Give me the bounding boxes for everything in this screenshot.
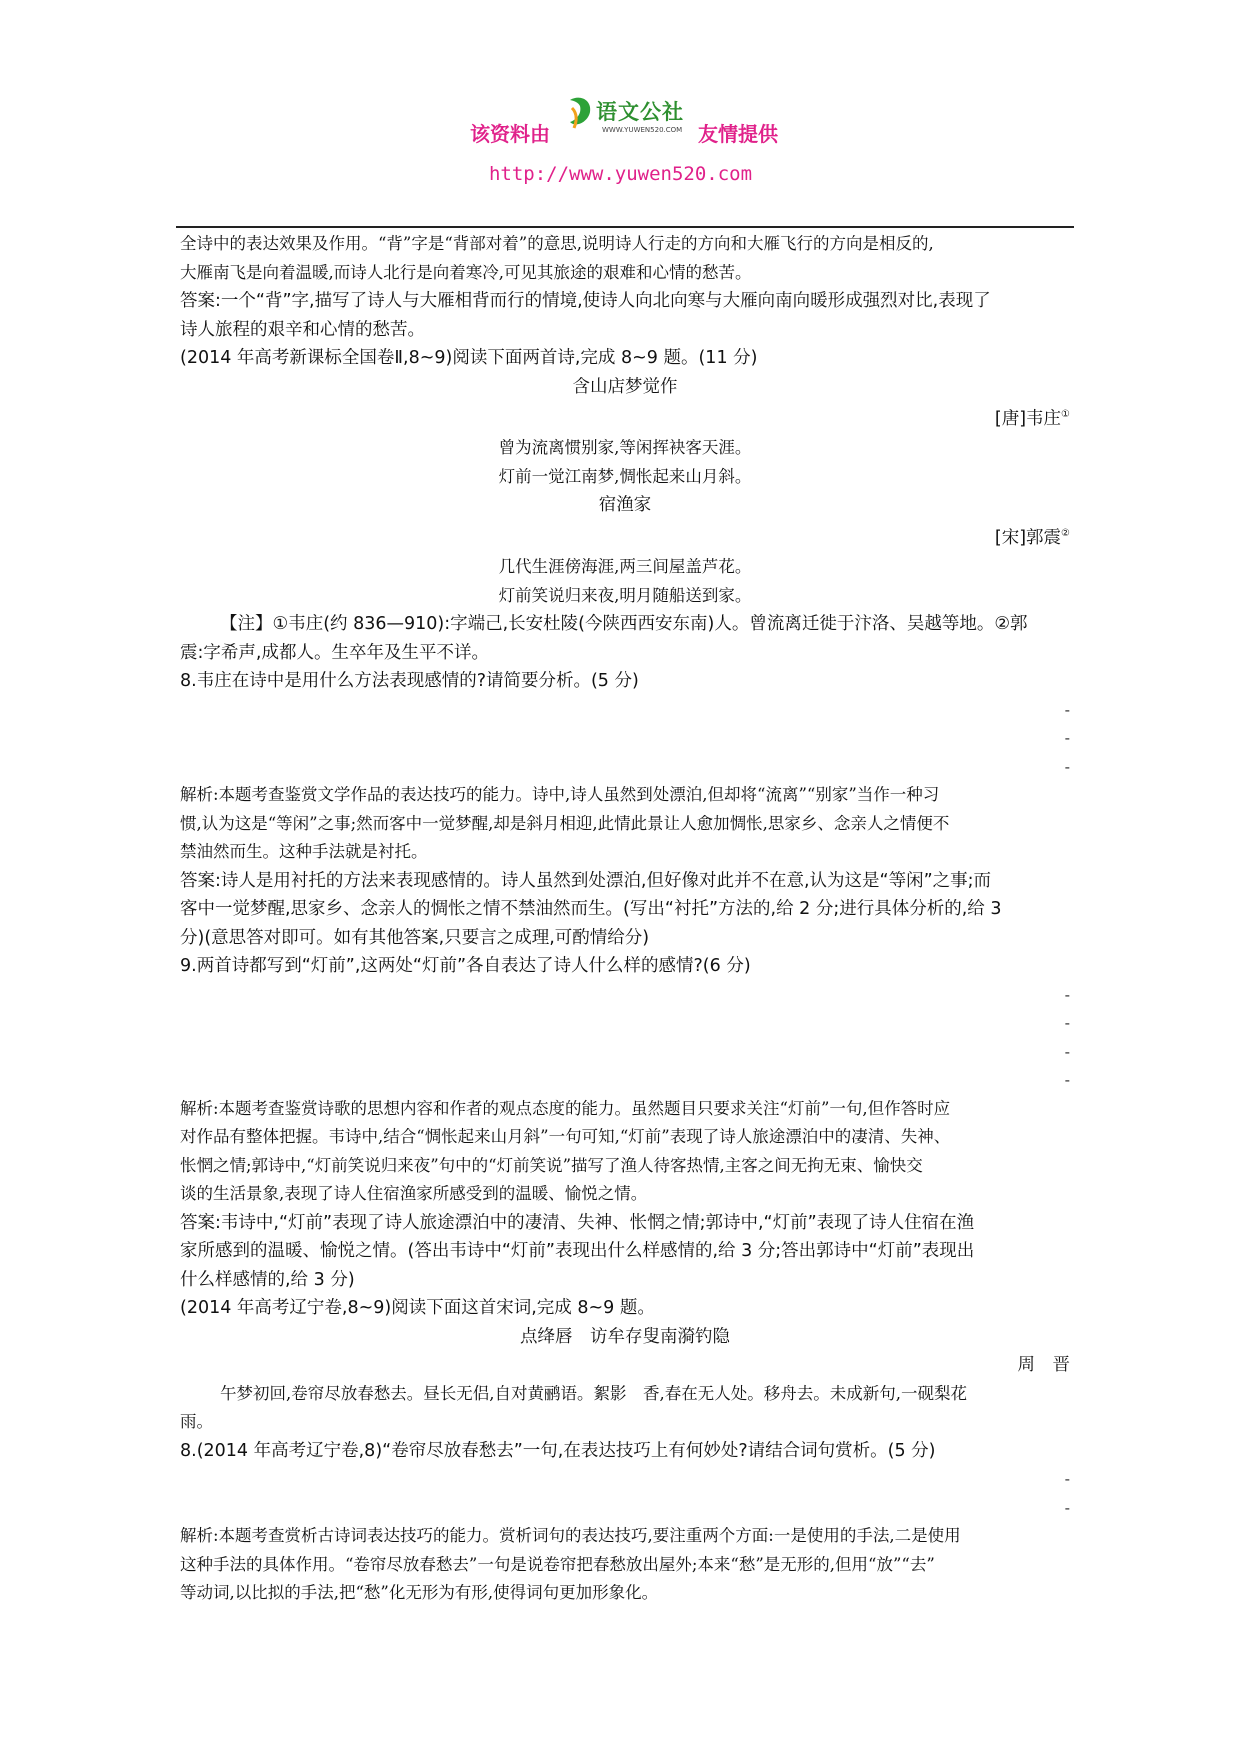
poem-line: 几代生涯傍海涯,两三间屋盖芦花。 xyxy=(498,557,752,577)
section-intro: (2014 年高考辽宁卷,8~9)阅读下面这首宋词,完成 8~9 题。 xyxy=(180,1298,655,1319)
header xyxy=(0,88,1241,148)
document-body xyxy=(180,230,1070,1608)
ci-text: 雨。 xyxy=(180,1412,213,1432)
analysis-line: 禁油然而生。这种手法就是衬托。 xyxy=(180,842,428,862)
provided-by-suffix: 友情提供 xyxy=(698,122,778,146)
poem-title: 含山店梦觉作 xyxy=(572,376,678,397)
ci-text: 午梦初回,卷帘尽放春愁去。昼长无侣,自对黄鹂语。絮影 香,春在无人处。移舟去。未成新句,一砚梨花 xyxy=(220,1383,967,1403)
footnote: 【注】①韦庄(约 836—910):字端己,长安杜陵(今陕西西安东南)人。曾流离迁徙于汴洛、吴越等地。②郭 xyxy=(220,614,1028,635)
analysis-line: 解析:本题考查鉴赏诗歌的思想内容和作者的观点态度的能力。虽然题目只要求关注“灯前”一句,但作答时应 xyxy=(180,1098,951,1118)
analysis-line: 惯,认为这是“等闲”之事;然而客中一觉梦醒,却是斜月相迎,此情此景让人愈加惆怅,思家乡、念亲人之情便不 xyxy=(180,813,950,833)
answer-line: 客中一觉梦醒,思家乡、念亲人的惆怅之情不禁油然而生。(写出“衬托”方法的,给 2 分;进行具体分析的,给 3 xyxy=(180,899,1002,920)
analysis-line: 这种手法的具体作用。“卷帘尽放春愁去”一句是说卷帘把春愁放出屋外;本来“愁”是无形的,但用“放”“去” xyxy=(180,1554,935,1574)
analysis-line: 全诗中的表达效果及作用。“背”字是“背部对着”的意思,说明诗人行走的方向和大雁飞行的方向是相反的, xyxy=(180,234,934,253)
answer-line: 分)(意思答对即可。如有其他答案,只要言之成理,可酌情给分) xyxy=(180,927,650,948)
ci-title: 点绛唇 访牟存叟南漪钓隐 xyxy=(520,1326,730,1347)
poem-title: 宿渔家 xyxy=(598,495,652,516)
ci-author: 周 晋 xyxy=(1017,1355,1070,1376)
logo-url: WWW.YUWEN520.COM xyxy=(602,126,683,134)
answer-line: 答案:韦诗中,“灯前”表现了诗人旅途漂泊中的凄清、失神、怅惘之情;郭诗中,“灯前”表现了诗人住宿在渔 xyxy=(180,1212,975,1233)
section-intro: (2014 年高考新课标全国卷Ⅱ,8~9)阅读下面两首诗,完成 8~9 题。(11 分) xyxy=(180,348,758,368)
question-9: 9.两首诗都写到“灯前”,这两处“灯前”各自表达了诗人什么样的感情?(6 分) xyxy=(180,956,751,977)
poem-author: [唐]韦庄① xyxy=(994,408,1070,429)
poem-line: 灯前一觉江南梦,惆怅起来山月斜。 xyxy=(498,467,752,487)
analysis-line: 解析:本题考查赏析古诗词表达技巧的能力。赏析词句的表达技巧,要注重两个方面:一是使用的手法,二是使用 xyxy=(180,1526,961,1546)
answer-blank: - - - xyxy=(1064,700,1070,776)
question-8: 8.韦庄在诗中是用什么方法表现感情的?请简要分析。(5 分) xyxy=(180,671,639,692)
analysis-line: 等动词,以比拟的手法,把“愁”化无形为有形,使得词句更加形象化。 xyxy=(180,1583,659,1603)
analysis-line: 谈的生活景象,表现了诗人住宿渔家所感受到的温暖、愉悦之情。 xyxy=(180,1184,648,1204)
yuwen-logo xyxy=(566,92,690,146)
answer-line: 诗人旅程的艰辛和心情的愁苦。 xyxy=(180,319,425,340)
poem-line: 灯前笑说归来夜,明月随船送到家。 xyxy=(498,586,752,606)
leaf-logo-icon xyxy=(566,94,596,134)
poem-line: 曾为流离惯别家,等闲挥袂客天涯。 xyxy=(498,438,752,458)
header-divider xyxy=(176,226,1074,228)
provided-by-prefix: 该资料由 xyxy=(470,122,550,146)
analysis-line: 对作品有整体把握。韦诗中,结合“惆怅起来山月斜”一句可知,“灯前”表现了诗人旅途漂泊中的凄清、失神、 xyxy=(180,1127,951,1147)
logo-text: 语文公社 xyxy=(596,100,684,124)
footnote: 震:字希声,成都人。生卒年及生平不详。 xyxy=(180,642,489,663)
analysis-line: 解析:本题考查鉴赏文学作品的表达技巧的能力。诗中,诗人虽然到处漂泊,但却将“流离”“别家”当作一种习 xyxy=(180,785,940,805)
analysis-line: 怅惘之情;郭诗中,“灯前笑说归来夜”句中的“灯前笑说”描写了渔人待客热情,主客之间无拘无束、愉快交 xyxy=(180,1155,923,1175)
answer-line: 家所感到的温暖、愉悦之情。(答出韦诗中“灯前”表现出什么样感情的,给 3 分;答出郭诗中“灯前”表现出 xyxy=(180,1241,975,1262)
question-8b: 8.(2014 年高考辽宁卷,8)“卷帘尽放春愁去”一句,在表达技巧上有何妙处?请结合词句赏析。(5 分) xyxy=(180,1440,936,1461)
answer-blank: - - xyxy=(1064,1470,1070,1517)
answer-line: 答案:诗人是用衬托的方法来表现感情的。诗人虽然到处漂泊,但好像对此并不在意,认为这是“等闲”之事;而 xyxy=(180,870,992,891)
site-url-link[interactable]: http://www.yuwen520.com xyxy=(488,163,753,185)
answer-line: 什么样感情的,给 3 分) xyxy=(180,1269,355,1290)
answer-blank: - - - - xyxy=(1064,985,1070,1090)
poem-author: [宋]郭震② xyxy=(994,527,1070,548)
analysis-line: 大雁南飞是向着温暖,而诗人北行是向着寒冷,可见其旅途的艰难和心情的愁苦。 xyxy=(180,262,752,282)
answer-line: 答案:一个“背”字,描写了诗人与大雁相背而行的情境,使诗人向北向寒与大雁向南向暖形成强烈对比,表现了 xyxy=(180,291,991,311)
